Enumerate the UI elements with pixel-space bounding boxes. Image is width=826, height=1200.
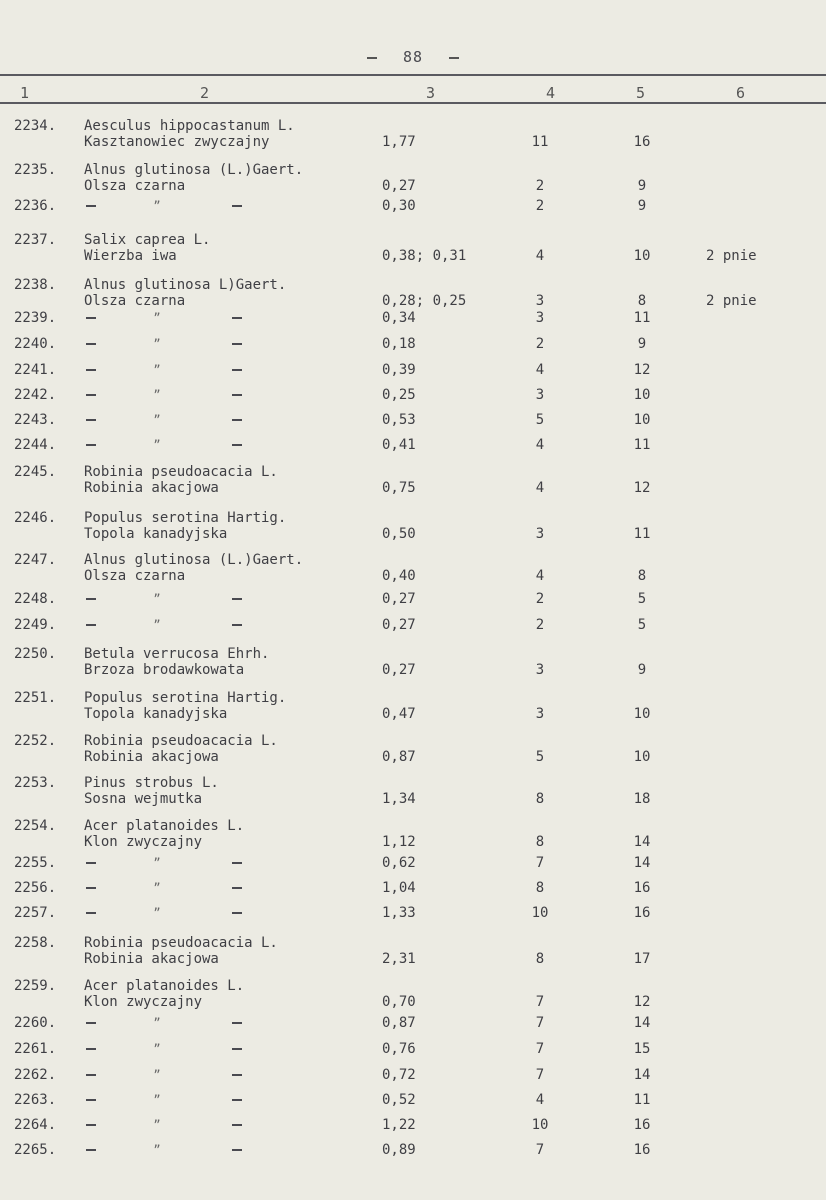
diameter-value: 0,50 <box>382 526 416 542</box>
latin-name: Alnus glutinosa L)Gaert. <box>84 277 287 293</box>
header-rule-top <box>0 74 826 76</box>
row-number: 2246. <box>14 510 57 526</box>
page-number-dash-left <box>367 57 377 59</box>
polish-name: Kasztanowiec zwyczajny <box>84 134 270 150</box>
polish-name: Olsza czarna <box>84 178 186 194</box>
polish-name: Topola kanadyjska <box>84 706 228 722</box>
count-value: 5 <box>535 749 545 765</box>
latin-name: Aesculus hippocastanum L. <box>84 118 295 134</box>
column-header-6: 6 <box>736 84 746 102</box>
height-value: 5 <box>637 617 647 633</box>
count-value: 10 <box>531 905 549 921</box>
diameter-value: 0,76 <box>382 1041 416 1057</box>
ditto-mark: ” <box>153 1093 161 1107</box>
row-number: 2258. <box>14 935 57 951</box>
count-value: 2 <box>535 336 545 352</box>
page-number-value: 88 <box>402 48 424 66</box>
row-number: 2252. <box>14 733 57 749</box>
row-number: 2247. <box>14 552 57 568</box>
ditto-dash <box>86 624 96 626</box>
count-value: 2 <box>535 178 545 194</box>
diameter-value: 1,22 <box>382 1117 416 1133</box>
row-number: 2237. <box>14 232 57 248</box>
row-number: 2241. <box>14 362 57 378</box>
row-number: 2239. <box>14 310 57 326</box>
row-number: 2250. <box>14 646 57 662</box>
page-number <box>0 48 826 66</box>
ditto-dash <box>86 1124 96 1126</box>
height-value: 16 <box>633 880 651 896</box>
ditto-dash <box>232 444 242 446</box>
height-value: 12 <box>633 480 651 496</box>
diameter-value: 0,52 <box>382 1092 416 1108</box>
height-value: 15 <box>633 1041 651 1057</box>
ditto-mark: ” <box>153 881 161 895</box>
species-name <box>84 646 374 678</box>
latin-name: Betula verrucosa Ehrh. <box>84 646 270 662</box>
row-number: 2236. <box>14 198 57 214</box>
height-value: 11 <box>633 526 651 542</box>
ditto-dash <box>86 862 96 864</box>
ditto-dash <box>232 343 242 345</box>
ditto-mark: ” <box>153 1016 161 1030</box>
species-name <box>84 935 374 967</box>
height-value: 18 <box>633 791 651 807</box>
polish-name: Robinia akacjowa <box>84 480 219 496</box>
latin-name: Acer platanoides L. <box>84 978 245 994</box>
row-number: 2265. <box>14 1142 57 1158</box>
height-value: 8 <box>637 293 647 309</box>
diameter-value: 0,27 <box>382 591 416 607</box>
diameter-value: 0,39 <box>382 362 416 378</box>
diameter-value: 1,34 <box>382 791 416 807</box>
ditto-dash <box>86 317 96 319</box>
latin-name: Populus serotina Hartig. <box>84 690 287 706</box>
ditto-dash <box>232 912 242 914</box>
count-value: 4 <box>535 362 545 378</box>
ditto-dash <box>232 1099 242 1101</box>
species-name <box>84 818 374 850</box>
height-value: 11 <box>633 437 651 453</box>
row-number: 2245. <box>14 464 57 480</box>
count-value: 3 <box>535 310 545 326</box>
row-number: 2257. <box>14 905 57 921</box>
species-name <box>84 277 374 309</box>
diameter-value: 0,53 <box>382 412 416 428</box>
ditto-dash <box>232 1149 242 1151</box>
diameter-value: 0,41 <box>382 437 416 453</box>
row-number: 2234. <box>14 118 57 134</box>
polish-name: Olsza czarna <box>84 568 186 584</box>
species-name <box>84 162 374 194</box>
row-number: 2244. <box>14 437 57 453</box>
ditto-dash <box>86 1149 96 1151</box>
row-number: 2253. <box>14 775 57 791</box>
count-value: 4 <box>535 1092 545 1108</box>
polish-name: Klon zwyczajny <box>84 834 203 850</box>
height-value: 11 <box>633 310 651 326</box>
count-value: 7 <box>535 1067 545 1083</box>
species-name <box>84 510 374 542</box>
ditto-dash <box>86 369 96 371</box>
count-value: 4 <box>535 480 545 496</box>
count-value: 4 <box>535 248 545 264</box>
ditto-dash <box>232 1074 242 1076</box>
count-value: 3 <box>535 662 545 678</box>
count-value: 7 <box>535 994 545 1010</box>
row-number: 2235. <box>14 162 57 178</box>
species-name <box>84 733 374 765</box>
ditto-mark: ” <box>153 363 161 377</box>
count-value: 8 <box>535 951 545 967</box>
ditto-mark: ” <box>153 438 161 452</box>
row-number: 2255. <box>14 855 57 871</box>
diameter-value: 0,75 <box>382 480 416 496</box>
diameter-value: 0,72 <box>382 1067 416 1083</box>
height-value: 16 <box>633 905 651 921</box>
remarks-value: 2 pnie <box>706 248 757 264</box>
diameter-value: 0,27 <box>382 662 416 678</box>
ditto-dash <box>86 394 96 396</box>
diameter-value: 0,62 <box>382 855 416 871</box>
ditto-dash <box>232 394 242 396</box>
count-value: 3 <box>535 526 545 542</box>
ditto-dash <box>232 598 242 600</box>
ditto-mark: ” <box>153 1042 161 1056</box>
height-value: 16 <box>633 1117 651 1133</box>
height-value: 9 <box>637 198 647 214</box>
height-value: 9 <box>637 662 647 678</box>
ditto-mark: ” <box>153 311 161 325</box>
height-value: 10 <box>633 412 651 428</box>
count-value: 11 <box>531 134 549 150</box>
count-value: 2 <box>535 198 545 214</box>
remarks-value: 2 pnie <box>706 293 757 309</box>
count-value: 2 <box>535 617 545 633</box>
diameter-value: 0,18 <box>382 336 416 352</box>
ditto-dash <box>86 912 96 914</box>
diameter-value: 2,31 <box>382 951 416 967</box>
ditto-dash <box>86 343 96 345</box>
ditto-dash <box>86 1048 96 1050</box>
diameter-value: 0,87 <box>382 749 416 765</box>
column-header-4: 4 <box>546 84 556 102</box>
column-header-3: 3 <box>426 84 436 102</box>
ditto-dash <box>232 1022 242 1024</box>
ditto-dash <box>86 887 96 889</box>
polish-name: Topola kanadyjska <box>84 526 228 542</box>
ditto-dash <box>232 1124 242 1126</box>
ditto-dash <box>232 317 242 319</box>
count-value: 4 <box>535 568 545 584</box>
ditto-mark: ” <box>153 1068 161 1082</box>
ditto-dash <box>232 862 242 864</box>
page-number-dash-right <box>449 57 459 59</box>
height-value: 14 <box>633 855 651 871</box>
count-value: 7 <box>535 855 545 871</box>
height-value: 10 <box>633 248 651 264</box>
diameter-value: 0,27 <box>382 617 416 633</box>
ditto-dash <box>86 205 96 207</box>
latin-name: Alnus glutinosa (L.)Gaert. <box>84 162 304 178</box>
species-name <box>84 232 374 264</box>
polish-name: Olsza czarna <box>84 293 186 309</box>
header-rule-bottom <box>0 102 826 104</box>
count-value: 5 <box>535 412 545 428</box>
row-number: 2261. <box>14 1041 57 1057</box>
row-number: 2242. <box>14 387 57 403</box>
polish-name: Robinia akacjowa <box>84 951 219 967</box>
row-number: 2260. <box>14 1015 57 1031</box>
ditto-dash <box>86 419 96 421</box>
count-value: 8 <box>535 834 545 850</box>
diameter-value: 0,47 <box>382 706 416 722</box>
species-name <box>84 978 374 1010</box>
ditto-mark: ” <box>153 199 161 213</box>
count-value: 8 <box>535 791 545 807</box>
height-value: 14 <box>633 1015 651 1031</box>
count-value: 3 <box>535 387 545 403</box>
height-value: 14 <box>633 1067 651 1083</box>
diameter-value: 0,40 <box>382 568 416 584</box>
row-number: 2248. <box>14 591 57 607</box>
diameter-value: 0,30 <box>382 198 416 214</box>
diameter-value: 1,77 <box>382 134 416 150</box>
height-value: 12 <box>633 994 651 1010</box>
row-number: 2249. <box>14 617 57 633</box>
diameter-value: 0,27 <box>382 178 416 194</box>
ditto-mark: ” <box>153 1143 161 1157</box>
row-number: 2254. <box>14 818 57 834</box>
species-name <box>84 552 374 584</box>
row-number: 2263. <box>14 1092 57 1108</box>
column-header-5: 5 <box>636 84 646 102</box>
height-value: 5 <box>637 591 647 607</box>
ditto-dash <box>232 205 242 207</box>
diameter-value: 1,33 <box>382 905 416 921</box>
ditto-mark: ” <box>153 906 161 920</box>
ditto-dash <box>86 598 96 600</box>
diameter-value: 1,04 <box>382 880 416 896</box>
ditto-mark: ” <box>153 856 161 870</box>
ditto-mark: ” <box>153 413 161 427</box>
count-value: 8 <box>535 880 545 896</box>
diameter-value: 0,38; 0,31 <box>382 248 467 264</box>
ditto-dash <box>86 1022 96 1024</box>
row-number: 2256. <box>14 880 57 896</box>
count-value: 3 <box>535 293 545 309</box>
height-value: 16 <box>633 1142 651 1158</box>
row-number: 2243. <box>14 412 57 428</box>
ditto-mark: ” <box>153 337 161 351</box>
species-name <box>84 775 374 807</box>
count-value: 7 <box>535 1015 545 1031</box>
count-value: 7 <box>535 1041 545 1057</box>
row-number: 2262. <box>14 1067 57 1083</box>
height-value: 11 <box>633 1092 651 1108</box>
species-name <box>84 464 374 496</box>
latin-name: Acer platanoides L. <box>84 818 245 834</box>
latin-name: Pinus strobus L. <box>84 775 219 791</box>
column-header-2: 2 <box>200 84 210 102</box>
latin-name: Robinia pseudoacacia L. <box>84 935 278 951</box>
polish-name: Sosna wejmutka <box>84 791 203 807</box>
diameter-value: 1,12 <box>382 834 416 850</box>
count-value: 3 <box>535 706 545 722</box>
ditto-mark: ” <box>153 1118 161 1132</box>
height-value: 10 <box>633 387 651 403</box>
ditto-dash <box>86 1099 96 1101</box>
ditto-mark: ” <box>153 592 161 606</box>
species-name <box>84 118 374 150</box>
column-header-1: 1 <box>20 84 30 102</box>
count-value: 7 <box>535 1142 545 1158</box>
ditto-dash <box>232 624 242 626</box>
count-value: 4 <box>535 437 545 453</box>
height-value: 9 <box>637 178 647 194</box>
polish-name: Klon zwyczajny <box>84 994 203 1010</box>
species-name <box>84 690 374 722</box>
latin-name: Populus serotina Hartig. <box>84 510 287 526</box>
height-value: 10 <box>633 749 651 765</box>
ditto-dash <box>86 1074 96 1076</box>
diameter-value: 0,34 <box>382 310 416 326</box>
row-number: 2251. <box>14 690 57 706</box>
latin-name: Salix caprea L. <box>84 232 211 248</box>
height-value: 12 <box>633 362 651 378</box>
ditto-dash <box>232 369 242 371</box>
height-value: 16 <box>633 134 651 150</box>
diameter-value: 0,70 <box>382 994 416 1010</box>
latin-name: Alnus glutinosa (L.)Gaert. <box>84 552 304 568</box>
ditto-dash <box>86 444 96 446</box>
diameter-value: 0,89 <box>382 1142 416 1158</box>
row-number: 2240. <box>14 336 57 352</box>
height-value: 14 <box>633 834 651 850</box>
ditto-dash <box>232 419 242 421</box>
polish-name: Brzoza brodawkowata <box>84 662 245 678</box>
latin-name: Robinia pseudoacacia L. <box>84 733 278 749</box>
ditto-dash <box>232 887 242 889</box>
diameter-value: 0,28; 0,25 <box>382 293 467 309</box>
diameter-value: 0,25 <box>382 387 416 403</box>
ditto-dash <box>232 1048 242 1050</box>
count-value: 10 <box>531 1117 549 1133</box>
polish-name: Wierzba iwa <box>84 248 177 264</box>
height-value: 8 <box>637 568 647 584</box>
ditto-mark: ” <box>153 388 161 402</box>
height-value: 9 <box>637 336 647 352</box>
height-value: 17 <box>633 951 651 967</box>
count-value: 2 <box>535 591 545 607</box>
row-number: 2264. <box>14 1117 57 1133</box>
height-value: 10 <box>633 706 651 722</box>
polish-name: Robinia akacjowa <box>84 749 219 765</box>
latin-name: Robinia pseudoacacia L. <box>84 464 278 480</box>
ditto-mark: ” <box>153 618 161 632</box>
row-number: 2238. <box>14 277 57 293</box>
row-number: 2259. <box>14 978 57 994</box>
diameter-value: 0,87 <box>382 1015 416 1031</box>
